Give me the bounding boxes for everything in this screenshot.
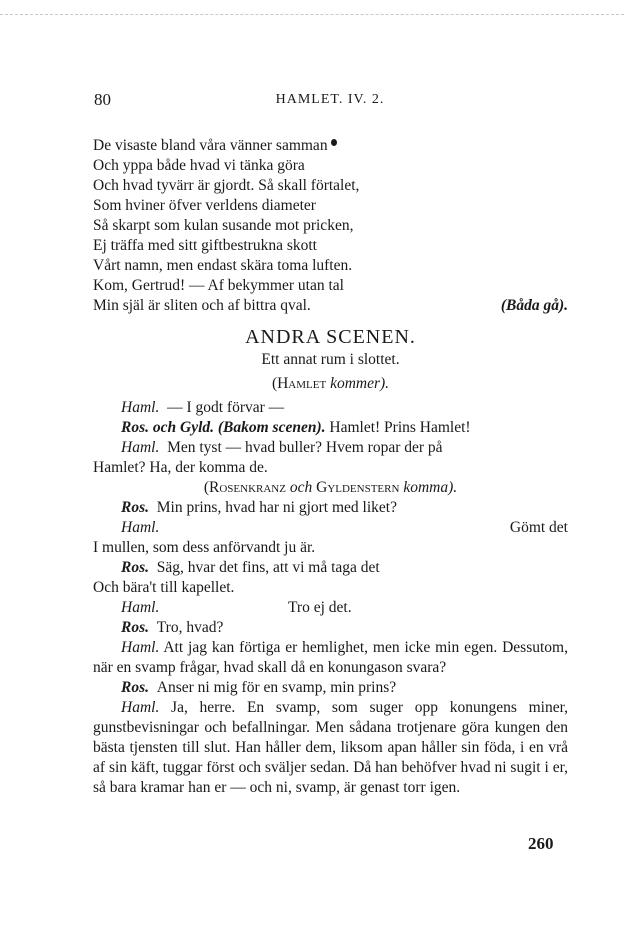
dialogue-line: Haml. Men tyst — hvad buller? Hvem ropar der på	[121, 439, 443, 456]
dialogue-line: Hamlet? Ha, der komma de.	[93, 459, 268, 476]
verse-line: Vårt namn, men endast skära toma luften.	[93, 257, 353, 274]
scene-title: ANDRA SCENEN.	[245, 326, 416, 348]
page-top-rule	[0, 14, 624, 15]
speaker: Ros. och Gyld. (Bakom scenen).	[121, 419, 326, 436]
dialogue-line: Och bära't till kapellet.	[93, 579, 235, 596]
verse-line: Min själ är sliten och af bittra qval. (Båda gå).	[93, 297, 568, 314]
dialogue-paragraph: Haml. Ja, herre. En svamp, som suger opp konungens miner, gunstbevisningar och befallningar. Men sådana trotjenare göra kungen den bästa tjensten till slut. Han håller dem, liksom apan håller sin föda, i en vrå af sin käft, tuggar först och sväljer sedan. Då han behöfver hvad ni sugit i er, så bara kramar han er — och ni, svamp, är genast torr igen.	[93, 699, 569, 796]
verse-line: Kom, Gertrud! — Af bekymmer utan tal	[93, 277, 344, 294]
verse-line: Ej träffa med sitt giftbestrukna skott	[93, 237, 317, 254]
dialogue-paragraph: Haml. Att jag kan förtiga er hemlighet, men icke min egen. Dessutom, när en svamp frågar, hvad skall då en konungason svara?	[93, 639, 568, 676]
dialogue-line: Ros. Tro, hvad?	[121, 619, 224, 636]
verse-line: De visaste bland våra vänner samman	[93, 136, 568, 156]
speaker: Haml.	[121, 699, 160, 716]
page-body	[93, 136, 568, 798]
speaker: Haml.	[121, 519, 160, 536]
speaker: Haml.	[121, 599, 160, 616]
dialogue-line: Haml. Gömt det	[121, 519, 568, 536]
dialogue-line: Haml. — I godt förvar —	[121, 399, 285, 416]
scene-setting: Ett annat rum i slottet.	[261, 351, 400, 368]
stage-direction-enter-hamlet: (Hamlet kommer).	[271, 375, 390, 392]
folio-number: 260	[528, 834, 554, 853]
exit-direction: (Båda gå).	[500, 297, 568, 314]
dialogue-line: I mullen, som dess anförvandt ju är.	[93, 539, 316, 556]
running-title: HAMLET. IV. 2.	[275, 92, 385, 107]
page-number: 80	[94, 90, 111, 109]
speaker: Ros.	[121, 499, 149, 516]
dialogue-line: Ros. Anser ni mig för en svamp, min prins?	[121, 679, 397, 696]
ink-blot-icon	[331, 139, 337, 146]
stage-direction-enter-courtiers: (Rosenkranz och Gyldenstern komma).	[203, 479, 458, 496]
dialogue-line: Ros. Min prins, hvad har ni gjort med liket?	[121, 499, 397, 516]
page-header	[94, 90, 566, 112]
speaker: Ros.	[121, 679, 149, 696]
verse-line: Och yppa både hvad vi tänka göra	[93, 157, 305, 174]
speaker: Haml.	[121, 439, 160, 456]
verse-line: Som hviner öfver verldens diameter	[93, 197, 316, 214]
speaker: Haml.	[121, 399, 160, 416]
speaker: Ros.	[121, 559, 149, 576]
dialogue-line: Ros. och Gyld. (Bakom scenen). Hamlet! Prins Hamlet!	[121, 419, 471, 436]
dialogue-line: Haml. Tro ej det.	[121, 599, 352, 616]
speaker: Ros.	[121, 619, 149, 636]
verse-line: Så skarpt som kulan susande mot pricken,	[93, 217, 354, 234]
dialogue-line: Ros. Säg, hvar det fins, att vi må taga det	[121, 559, 380, 576]
speaker: Haml.	[121, 639, 160, 656]
verse-line: Och hvad tyvärr är gjordt. Så skall förtalet,	[93, 177, 360, 194]
